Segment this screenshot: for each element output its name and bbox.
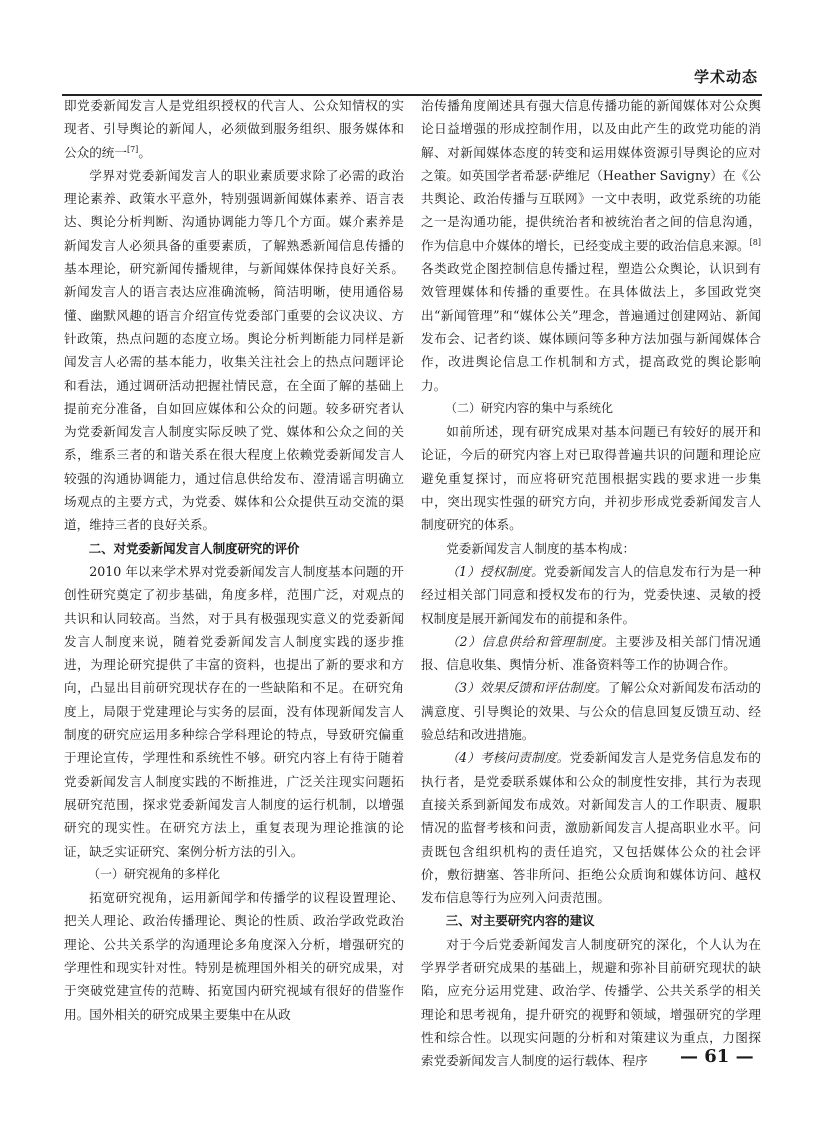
item-text: 党委新闻发言人的信息发布行为是一种经过相关部门同意和授权发布的行为，党委快速、灵敏的授权制度是展开新闻发布的前提和条件。 xyxy=(421,563,761,626)
paragraph-text: 。 xyxy=(138,144,151,160)
paragraph: 2010 年以来学术界对党委新闻发言人制度基本问题的开创性研究奠定了初步基础，角度多样，范围广泛，对观点的共识和认同较高。当然，对于具有极强现实意义的党委新闻发言人制度来说，随着党委新闻发言人制度实践的逐步推进，为理论研究提供了丰富的资料，也提出了新的要求和方向，凸显出目前研究现状存在的一些缺陷和不足。在研究角度上，局限于党建理论与实务的层面，没有体现新闻发言人制度的研究应运用多种综合学科理论的特点，导致研究偏重于理论宣传，学理性和系统性不够。研究内容上有待于随着党委新闻发言人制度实践的不断推进，广泛关注现实问题拓展研究范围，探求党委新闻发言人制度的运行机制，以增强研究的现实性。在研究方法上，重复表现为理论推演的论证，缺乏实证研究、案例分析方法的引入。 xyxy=(64,563,404,859)
subsection-heading: （一）研究视角的多样化 xyxy=(88,866,221,881)
paragraph: 党委新闻发言人制度的基本构成： xyxy=(446,540,636,556)
list-item xyxy=(421,676,761,746)
section-heading: 三、对主要研究内容的建议 xyxy=(445,913,595,929)
subsection-heading: （二）研究内容的集中与系统化 xyxy=(445,400,614,415)
item-text: 党委新闻发言人是党务信息发布的执行者，是党委联系媒体和公众的制度性安排，其行为表现直接关系到新闻发布成效。对新闻发言人的工作职责、履职情况的监督考核和问责，激励新闻发言人提高职业水平。问责既包含组织机构的责任追究，又包括媒体公众的社会评价，敷衍搪塞、答非所问、拒绝公众质询和媒体访问、越权发布信息等行为应列入问责范围。 xyxy=(421,750,762,906)
paragraph xyxy=(64,94,404,164)
list-item xyxy=(421,746,761,909)
item-heading: （2）信息供给和管理制度。 xyxy=(446,633,616,649)
citation-ref: [7] xyxy=(126,144,139,154)
paragraph: 拓宽研究视角，运用新闻学和传播学的议程设置理论、把关人理论、政治传播理论、舆论的性质、政治学政党政治理论、公共关系学的沟通理论多角度深入分析，增强研究的学理性和现实针对性。特别是梳理国外相关的研究成果，对于突破党建宣传的范畴、拓宽国内研究视域有很好的借鉴作用。国外相关的研究成果主要集中在从政 xyxy=(64,890,404,1022)
citation-ref: [8] xyxy=(749,237,761,247)
paragraph xyxy=(421,94,761,397)
paragraph: 学界对党委新闻发言人的职业素质要求除了必需的政治理论素养、政策水平意外，特别强调新闻媒体素养、语言表达、舆论分析判断、沟通协调能力等几个方面。媒介素养是新闻发言人必须具备的重要素质，了解熟悉新闻信息传播的基本理论，研究新闻传播规律，与新闻媒体保持良好关系。新闻发言人的语言表达应准确流畅，简洁明晰，使用通俗易懂、幽默风趣的语言介绍宣传党委部门重要的会议决议、方针政策，热点问题的态度立场。舆论分析判断能力同样是新闻发言人必需的基本能力，收集关注社会上的热点问题评论和看法，通过调研活动把握社情民意，在全面了解的基础上提前充分准备，自如回应媒体和公众的问题。较多研究者认为党委新闻发言人制度实际反映了党、媒体和公众之间的关系，维系三者的和谐关系在很大程度上依赖党委新闻发言人较强的沟通协调能力，通过信息供给发布、澄清谣言明确立场观点的主要方式，为党委、媒体和公众提供互动交流的渠道，维持三者的良好关系。 xyxy=(64,167,404,533)
section-heading: 二、对党委新闻发言人制度研究的评价 xyxy=(88,540,300,556)
list-item xyxy=(421,630,761,677)
running-header xyxy=(62,60,762,96)
paragraph-text: 即党委新闻发言人是党组织授权的代言人、公众知情权的实现者、引导舆论的新闻人，必须做到服务组织、服务媒体和公众的统一 xyxy=(64,98,404,160)
item-text: 主要涉及相关部门情况通报、信息收集、舆情分析、准备资料等工作的协调合作。 xyxy=(421,633,761,673)
item-heading: （4）考核问责制度。 xyxy=(446,750,570,766)
paragraph-text: 治传播角度阐述具有强大信息传播功能的新闻媒体对公众舆论日益增强的形成控制作用，以及由此产生的政党功能的消解、对新闻媒体态度的转变和运用媒体资源引导舆论的应对之策。如英国学者希瑟·萨维尼（Heather Savigny）在《公共舆论、政治传播与互联网》一文中表明，政党系统的功能之一是沟通功能，提供统治者和被统治者之间的信息沟通，作为信息中介媒体的增长，已经变成主要的政治信息来源。 xyxy=(421,98,761,253)
item-text: 了解公众对新闻发布活动的满意度、引导舆论的效果、与公众的信息回复反馈互动、经验总结和改进措施。 xyxy=(421,680,762,743)
list-item xyxy=(421,560,761,630)
paragraph: 如前所述，现有研究成果对基本问题已有较好的展开和论证，今后的研究内容上对已取得普遍共识的问题和理论应避免重复探讨，而应将研究范围根据实践的要求进一步集中，突出现实性强的研究方向，并初步形成党委新闻发言人制度研究的体系。 xyxy=(421,424,761,533)
paragraph: 对于今后党委新闻发言人制度研究的深化，个人认为在学界学者研究成果的基础上，规避和弥补目前研究现状的缺陷，应充分运用党建、政治学、传播学、公共关系学的相关理论和思考视角，提升研究的视野和领域，增强研究的学理性和综合性。以现实问题的分析和对策建议为重点，力图探索党委新闻发言人制度的运行载体、程序 xyxy=(421,936,761,1069)
item-heading: （1）授权制度。 xyxy=(446,563,544,579)
section-title: 学术动态 xyxy=(693,68,758,86)
item-heading: （3）效果反馈和评估制度。 xyxy=(446,680,608,696)
page-number: — 61 — xyxy=(680,1046,754,1067)
paragraph-text: 各类政党企图控制信息传播过程，塑造公众舆论，认识到有效管理媒体和传播的重要性。在具体做法上，多国政党突出“新闻管理”和“媒体公关”理念，普遍通过创建网站、新闻发布会、记者约谈、媒体顾问等多种方法加强与新闻媒体合作，改进舆论信息工作机制和方式，提高政党的舆论影响力。 xyxy=(421,261,761,393)
left-column xyxy=(64,94,404,1040)
